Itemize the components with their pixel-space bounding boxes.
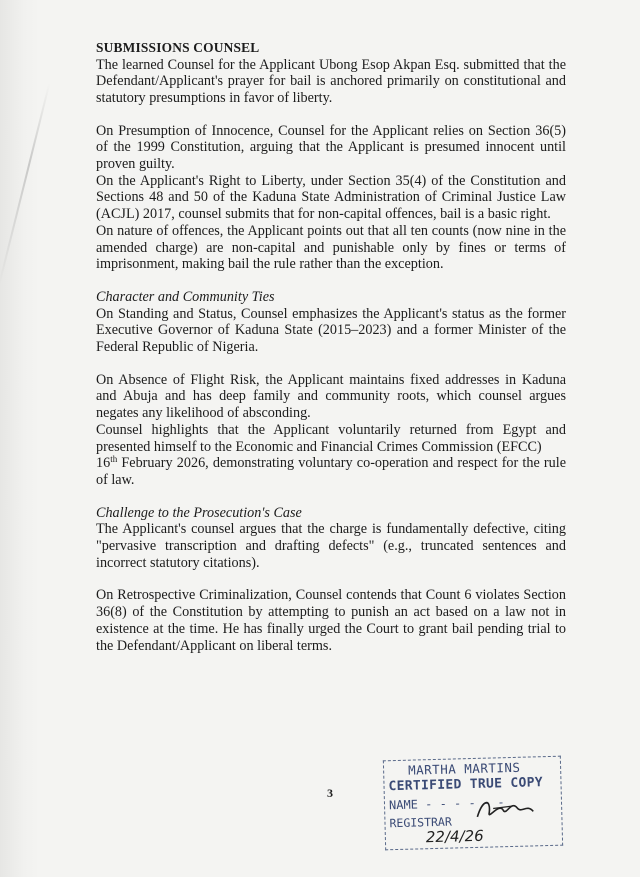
date-day: 16 xyxy=(96,455,111,472)
document-page xyxy=(96,40,566,654)
date-suffix: th xyxy=(110,454,118,465)
paragraph-return-date xyxy=(96,455,566,488)
paragraph-retrospective-criminalization: On Retrospective Criminalization, Counsel contends that Count 6 violates Section 36(8) of the Constitution by attempting to punish an act based on a law not in existence at the time. He has finally urged the Court to grant bail pending trial to the Defendant/Applicant on liberal terms. xyxy=(96,587,566,654)
scan-edge-shadow xyxy=(0,0,40,877)
paragraph-defective-charge: The Applicant's counsel argues that the charge is fundamentally defective, citing "pervasive transcription and drafting defects" (e.g., truncated sentences and incorrect statutory citations). xyxy=(96,521,566,571)
date-rest: February 2026, demonstrating voluntary co-operation and respect for the rule of law. xyxy=(96,455,566,488)
paragraph-standing-status: On Standing and Status, Counsel emphasizes the Applicant's status as the former Executive Governor of Kaduna State (2015–2023) and a former Minister of the Federal Republic of Nigeria. xyxy=(96,305,566,356)
certified-true-copy-stamp xyxy=(383,756,563,851)
stamp-name-line: MARTHA MARTINS xyxy=(407,759,521,778)
paragraph-right-to-liberty: On the Applicant's Right to Liberty, under Section 35(4) of the Constitution and Sections 48 and 50 of the Kaduna State Administration of Criminal Justice Law (ACJL) 2017, counsel submits that for non-capital offences, bail is a basic right. xyxy=(96,172,566,223)
stamp-name-label: NAME - - - - - - xyxy=(388,795,505,813)
paragraph-intro: The learned Counsel for the Applicant Ubong Esop Akpan Esq. submitted that the Defendant/Applicant's prayer for bail is anchored primarily on constitutional and statutory presumptions in favor of liberty. xyxy=(96,56,566,106)
stamp-certified-text: CERTIFIED TRUE COPY xyxy=(388,775,544,795)
paragraph-presumption-of-innocence: On Presumption of Innocence, Counsel for the Applicant relies on Section 36(5) of the 1999 Constitution, arguing that the Applicant is presumed innocent until proven guilty. xyxy=(96,122,566,173)
signature-scribble-icon xyxy=(473,793,544,825)
paragraph-voluntary-return: Counsel highlights that the Applicant voluntarily returned from Egypt and presented himself to the Economic and Financial Crimes Commission (EFCC) xyxy=(96,421,566,455)
stamp-date: 22/4/26 xyxy=(425,826,484,847)
paragraph-nature-of-offences: On nature of offences, the Applicant points out that all ten counts (now nine in the amended charge) are non-capital and punishable only by fines or terms of imprisonment, making bail the rule rather than the exception. xyxy=(96,222,566,273)
subheading-prosecution-case: Challenge to the Prosecution's Case xyxy=(96,504,302,521)
stamp-registrar-label: REGISTRAR xyxy=(389,814,452,831)
page-number: 3 xyxy=(327,786,333,800)
paragraph-flight-risk: On Absence of Flight Risk, the Applicant maintains fixed addresses in Kaduna and Abuja and has deep family and community roots, which counsel argues negates any likelihood of absconding. xyxy=(96,371,566,422)
subheading-character-community: Character and Community Ties xyxy=(96,288,275,305)
section-heading: SUBMISSIONS COUNSEL xyxy=(96,40,260,55)
